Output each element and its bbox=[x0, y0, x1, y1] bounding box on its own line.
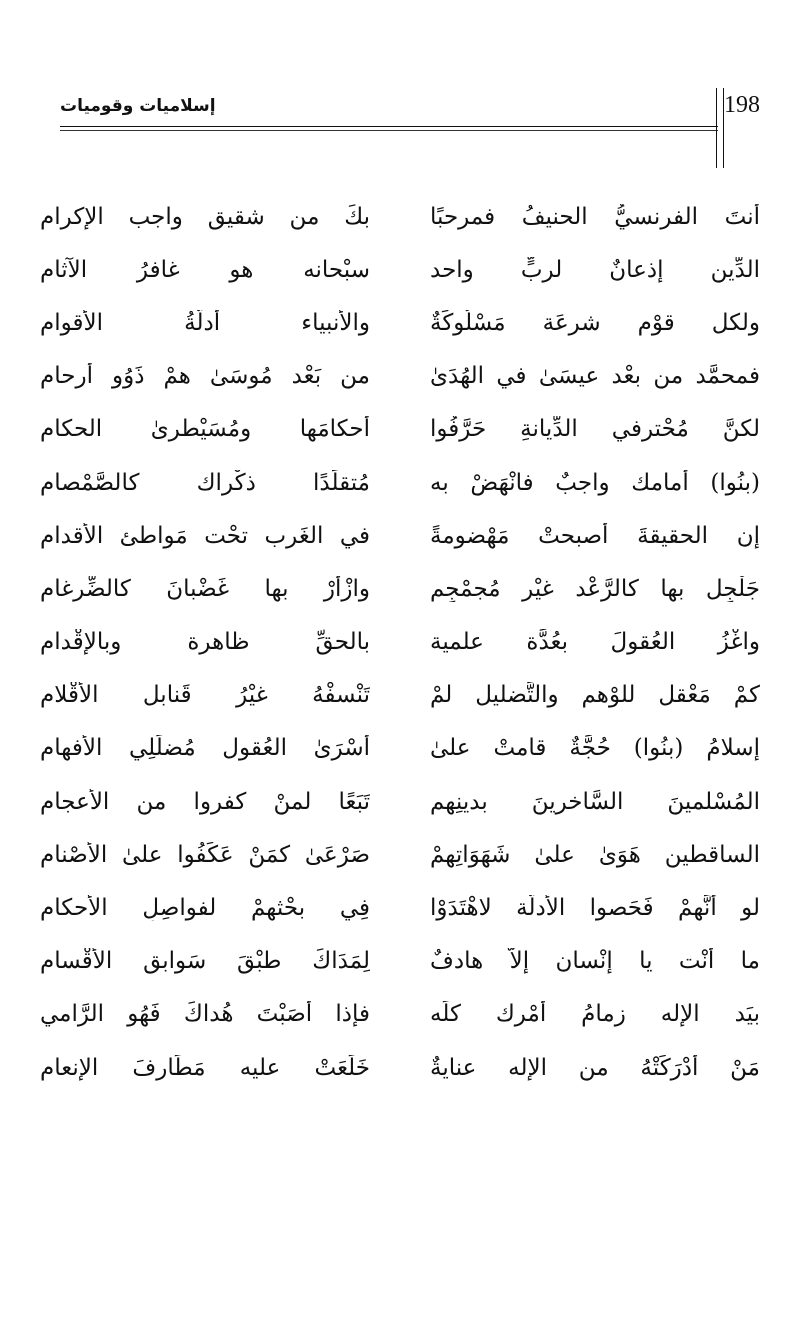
verse-first-hemistich: ما أنْت يا إنْسان إلاَّ هادفٌ bbox=[430, 948, 760, 975]
verse-first-hemistich: مَنْ أدْرَكَتْهُ من الإله عنايةٌ bbox=[430, 1054, 760, 1081]
verse-row bbox=[40, 403, 760, 456]
verse-row bbox=[40, 722, 760, 775]
verse-row bbox=[40, 935, 760, 988]
poem bbox=[40, 190, 760, 1094]
verse-second-hemistich: في الغَرب تحْت مَواطئ الأقدام bbox=[40, 522, 370, 549]
verse-second-hemistich: فإذا أصَبْتَ هُداكَ فَهُو الرَّامي bbox=[40, 1001, 370, 1028]
running-title: إسلاميات وقوميات bbox=[60, 96, 216, 116]
verse-second-hemistich: بالحقِّ ظاهرة وبالإقْدام bbox=[40, 629, 370, 656]
verse-row bbox=[40, 669, 760, 722]
verse-second-hemistich: مُتقلِّدًا ذكْراك كالصَّمْصام bbox=[40, 469, 370, 496]
verse-first-hemistich: إن الحقيقةَ أصبحتْ مَهْضومةً bbox=[430, 522, 760, 549]
verse-first-hemistich: كمْ مَعْقل للوْهم والتَّضليل لمْ bbox=[430, 682, 760, 709]
verse-first-hemistich: بيَد الإله زمامُ أمْرك كلِّه bbox=[430, 1001, 760, 1028]
verse-second-hemistich: صَرْعَىٰ كمَنْ عَكَفُوا علىٰ الأصْنام bbox=[40, 841, 370, 868]
page-header bbox=[60, 88, 760, 128]
verse-second-hemistich: خَلَعَتْ عليه مَطَارِفَ الإنعام bbox=[40, 1054, 370, 1081]
verse-row bbox=[40, 190, 760, 243]
verse-second-hemistich: أسْرَىٰ العُقول مُضلِّلِي الأفهام bbox=[40, 735, 370, 762]
verse-row bbox=[40, 243, 760, 296]
verse-first-hemistich: ولكل قوْم شرعَة مَسْلُوكَةٌ bbox=[430, 309, 760, 336]
verse-first-hemistich: الساقطين هَوَىٰ علىٰ شَهَوَاتِهمْ bbox=[430, 841, 760, 868]
verse-first-hemistich: الدِّين إذعانٌ لربٍّ واحد bbox=[430, 256, 760, 283]
verse-second-hemistich: سبْحانه هو غافرُ الآثام bbox=[40, 256, 370, 283]
verse-first-hemistich: واغْزُ العُقولَ بعُدَّة علمية bbox=[430, 629, 760, 656]
verse-row bbox=[40, 775, 760, 828]
verse-first-hemistich: إسلامُ (بنُوا) حُجَّةٌ قامتْ علىٰ bbox=[430, 735, 760, 762]
verse-row bbox=[40, 1041, 760, 1094]
verse-second-hemistich: تَنْسفْهُ غيْرُ قَنابل الأقْلام bbox=[40, 682, 370, 709]
verse-second-hemistich: لِمَدَاكَ طبْقَ سَوابق الأقْسام bbox=[40, 948, 370, 975]
verse-first-hemistich: فمحمَّد من بعْد عيسَىٰ في الهُدَىٰ bbox=[430, 363, 760, 390]
verse-second-hemistich: بكَ من شقيق واجب الإكرام bbox=[40, 203, 370, 230]
verse-row bbox=[40, 881, 760, 934]
verse-second-hemistich: أحكامَها ومُسَيْطرىٰ الحكام bbox=[40, 416, 370, 443]
verse-first-hemistich: لكنَّ مُحْترفي الدِّيانةِ حَرَّفُوا bbox=[430, 416, 760, 443]
verse-first-hemistich: جَلْجِل بها كالرَّعْد غيْر مُجمْجِم bbox=[430, 575, 760, 602]
verse-first-hemistich: أنتَ الفرنسيُّ الحنيفُ فمرحبًا bbox=[430, 203, 760, 230]
header-rule bbox=[60, 126, 718, 127]
verse-first-hemistich: (بنُوا) أمامك واجبٌ فانْهَضْ به bbox=[430, 469, 760, 496]
verse-row bbox=[40, 616, 760, 669]
verse-second-hemistich: وازْأرْ بها غَضْبانَ كالضِّرغام bbox=[40, 575, 370, 602]
verse-row bbox=[40, 509, 760, 562]
verse-row bbox=[40, 296, 760, 349]
verse-first-hemistich: المُسْلمينَ السَّاخرينَ بدينِهم bbox=[430, 788, 760, 815]
page-number: 198 bbox=[724, 92, 760, 118]
verse-row bbox=[40, 350, 760, 403]
header-rule-thin bbox=[60, 130, 718, 131]
verse-second-hemistich: تَبَعًا لمنْ كفروا من الأعجام bbox=[40, 788, 370, 815]
verse-second-hemistich: والأنبياء أدلَّةُ الأقوام bbox=[40, 309, 370, 336]
verse-second-hemistich: فِي بحْثهمْ لفواصِلِ الأحكام bbox=[40, 895, 370, 922]
verse-row bbox=[40, 988, 760, 1041]
verse-row bbox=[40, 456, 760, 509]
verse-first-hemistich: لو أنَّهمْ فَحَصوا الأدلَّة لاهْتَدَوْا bbox=[430, 895, 760, 922]
verse-second-hemistich: من بَعْد مُوسَىٰ همْ ذَوُو أرحام bbox=[40, 363, 370, 390]
header-vertical-bar bbox=[716, 88, 724, 168]
verse-row bbox=[40, 828, 760, 881]
verse-row bbox=[40, 562, 760, 615]
